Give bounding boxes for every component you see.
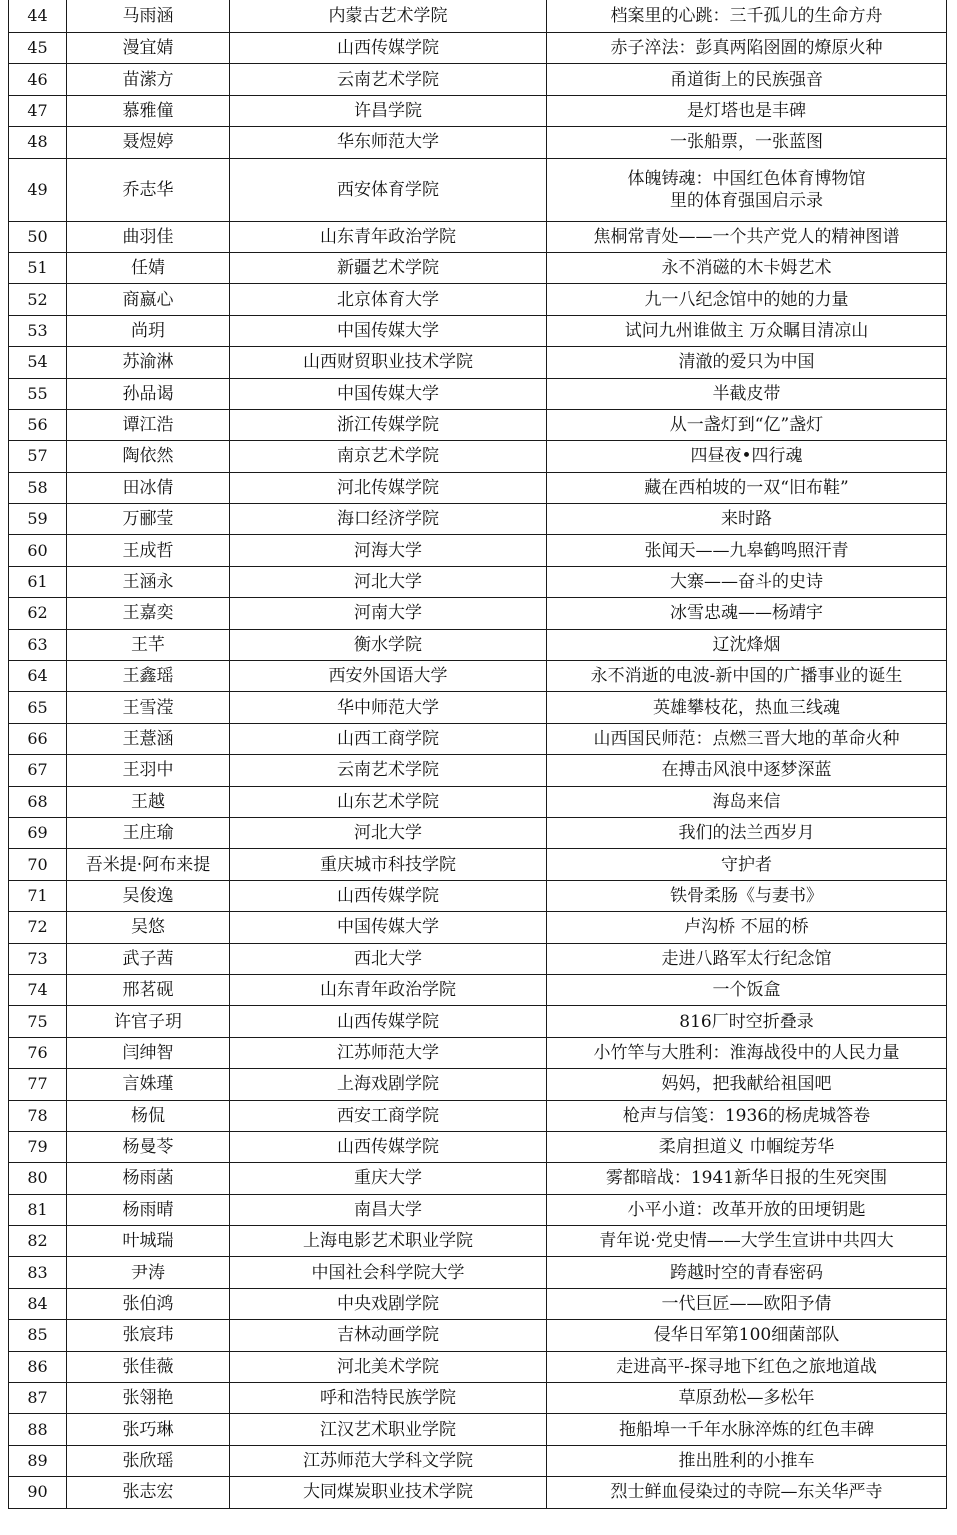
student-name-cell: 王薏涵 (67, 723, 230, 754)
student-name-cell: 任婧 (67, 252, 230, 283)
table-row (9, 849, 947, 880)
student-name-cell: 吴悠 (67, 912, 230, 943)
row-number-cell: 63 (9, 629, 67, 660)
work-title-cell: 清澈的爱只为中国 (547, 347, 947, 378)
student-name-cell: 苗潆方 (67, 64, 230, 95)
school-cell: 北京体育大学 (230, 284, 547, 315)
student-name-cell: 王越 (67, 786, 230, 817)
work-title-cell: 816厂时空折叠录 (547, 1006, 947, 1037)
school-cell: 山西财贸职业技术学院 (230, 347, 547, 378)
table-row (9, 95, 947, 126)
row-number-cell: 79 (9, 1131, 67, 1162)
school-cell: 大同煤炭职业技术学院 (230, 1477, 547, 1508)
student-name-cell: 商嬴心 (67, 284, 230, 315)
student-name-cell: 王雪滢 (67, 692, 230, 723)
row-number-cell: 71 (9, 880, 67, 911)
student-name-cell: 武子茜 (67, 943, 230, 974)
school-cell: 山西传媒学院 (230, 880, 547, 911)
student-name-cell: 王芊 (67, 629, 230, 660)
student-name-cell: 杨曼苓 (67, 1131, 230, 1162)
table-row (9, 943, 947, 974)
row-number-cell: 46 (9, 64, 67, 95)
student-name-cell: 慕雅僮 (67, 95, 230, 126)
table-row (9, 1163, 947, 1194)
school-cell: 吉林动画学院 (230, 1320, 547, 1351)
school-cell: 南昌大学 (230, 1194, 547, 1225)
row-number-cell: 62 (9, 598, 67, 629)
row-number-cell: 88 (9, 1414, 67, 1445)
table-row (9, 1194, 947, 1225)
row-number-cell: 45 (9, 33, 67, 64)
work-title-cell: 辽沈烽烟 (547, 629, 947, 660)
student-name-cell: 张翎艳 (67, 1383, 230, 1414)
table-row (9, 252, 947, 283)
work-title-line: 里的体育强国启示录 (670, 190, 823, 211)
row-number-cell: 83 (9, 1257, 67, 1288)
row-number-cell: 52 (9, 284, 67, 315)
table-row (9, 1288, 947, 1319)
student-name-cell: 张志宏 (67, 1477, 230, 1508)
row-number-cell: 72 (9, 912, 67, 943)
work-title-cell: 赤子淬法：彭真两陷囹圄的燎原火种 (547, 33, 947, 64)
row-number-cell: 89 (9, 1445, 67, 1476)
school-cell: 山西传媒学院 (230, 33, 547, 64)
work-title-cell: 烈士鲜血侵染过的寺院—东关华严寺 (547, 1477, 947, 1508)
student-name-cell: 王嘉奕 (67, 598, 230, 629)
row-number-cell: 82 (9, 1226, 67, 1257)
table-row (9, 1414, 947, 1445)
student-name-cell: 乔志华 (67, 158, 230, 221)
table-row (9, 723, 947, 754)
school-cell: 江苏师范大学 (230, 1037, 547, 1068)
row-number-cell: 77 (9, 1069, 67, 1100)
row-number-cell: 56 (9, 409, 67, 440)
row-number-cell: 86 (9, 1351, 67, 1382)
student-name-cell: 张欣瑶 (67, 1445, 230, 1476)
school-cell: 河北美术学院 (230, 1351, 547, 1382)
student-name-cell: 邢茗砚 (67, 974, 230, 1005)
roster-table (8, 0, 947, 1509)
table-row (9, 504, 947, 535)
work-title-cell: 大寨——奋斗的史诗 (547, 566, 947, 597)
row-number-cell: 84 (9, 1288, 67, 1319)
work-title-line: 体魄铸魂：中国红色体育博物馆 (627, 168, 866, 189)
student-name-cell: 杨侃 (67, 1100, 230, 1131)
work-title-cell: 小竹竿与大胜利：淮海战役中的人民力量 (547, 1037, 947, 1068)
school-cell: 中国社会科学院大学 (230, 1257, 547, 1288)
student-name-cell: 漫宜婧 (67, 33, 230, 64)
student-name-cell: 许官子玥 (67, 1006, 230, 1037)
table-row (9, 912, 947, 943)
school-cell: 河北大学 (230, 566, 547, 597)
work-title-cell: 青年说·党史情——大学生宣讲中共四大 (547, 1226, 947, 1257)
table-row (9, 755, 947, 786)
student-name-cell: 田冰倩 (67, 472, 230, 503)
work-title-cell: 妈妈，把我献给祖国吧 (547, 1069, 947, 1100)
row-number-cell: 59 (9, 504, 67, 535)
table-row (9, 1100, 947, 1131)
school-cell: 山西传媒学院 (230, 1006, 547, 1037)
row-number-cell: 78 (9, 1100, 67, 1131)
school-cell: 重庆大学 (230, 1163, 547, 1194)
work-title-cell: 走进高平-探寻地下红色之旅地道战 (547, 1351, 947, 1382)
roster-table-body (9, 0, 947, 1508)
table-row (9, 1320, 947, 1351)
table-row (9, 1445, 947, 1476)
school-cell: 云南艺术学院 (230, 64, 547, 95)
work-title-cell (547, 158, 947, 221)
row-number-cell: 65 (9, 692, 67, 723)
row-number-cell: 87 (9, 1383, 67, 1414)
school-cell: 山西工商学院 (230, 723, 547, 754)
work-title-cell: 海岛来信 (547, 786, 947, 817)
school-cell: 山东青年政治学院 (230, 974, 547, 1005)
student-name-cell: 吴俊逸 (67, 880, 230, 911)
work-title-cell: 草原劲松—多松年 (547, 1383, 947, 1414)
table-row (9, 1006, 947, 1037)
school-cell: 中国传媒大学 (230, 378, 547, 409)
table-row (9, 1351, 947, 1382)
school-cell: 中央戏剧学院 (230, 1288, 547, 1319)
school-cell: 山东青年政治学院 (230, 221, 547, 252)
table-row (9, 158, 947, 221)
work-title-cell: 我们的法兰西岁月 (547, 817, 947, 848)
work-title-cell: 张闻天——九皋鹤鸣照汗青 (547, 535, 947, 566)
school-cell: 西北大学 (230, 943, 547, 974)
table-row (9, 692, 947, 723)
row-number-cell: 85 (9, 1320, 67, 1351)
table-row (9, 786, 947, 817)
row-number-cell: 70 (9, 849, 67, 880)
row-number-cell: 80 (9, 1163, 67, 1194)
student-name-cell: 张佳薇 (67, 1351, 230, 1382)
table-row (9, 409, 947, 440)
table-row (9, 880, 947, 911)
school-cell: 上海电影艺术职业学院 (230, 1226, 547, 1257)
table-row (9, 1226, 947, 1257)
work-title-cell: 试问九州谁做主 万众瞩目清凉山 (547, 315, 947, 346)
work-title-cell: 档案里的心跳：三千孤儿的生命方舟 (547, 0, 947, 33)
school-cell: 中国传媒大学 (230, 315, 547, 346)
school-cell: 上海戏剧学院 (230, 1069, 547, 1100)
row-number-cell: 49 (9, 158, 67, 221)
row-number-cell: 69 (9, 817, 67, 848)
row-number-cell: 66 (9, 723, 67, 754)
school-cell: 内蒙古艺术学院 (230, 0, 547, 33)
work-title-cell: 九一八纪念馆中的她的力量 (547, 284, 947, 315)
table-row (9, 1037, 947, 1068)
work-title-cell: 半截皮带 (547, 378, 947, 409)
row-number-cell: 61 (9, 566, 67, 597)
row-number-cell: 58 (9, 472, 67, 503)
student-name-cell: 杨雨菡 (67, 1163, 230, 1194)
school-cell: 西安工商学院 (230, 1100, 547, 1131)
table-row (9, 315, 947, 346)
roster-sheet (8, 0, 946, 1509)
work-title-cell: 甬道街上的民族强音 (547, 64, 947, 95)
row-number-cell: 50 (9, 221, 67, 252)
school-cell: 山西传媒学院 (230, 1131, 547, 1162)
table-row (9, 441, 947, 472)
student-name-cell: 王鑫瑶 (67, 661, 230, 692)
school-cell: 山东艺术学院 (230, 786, 547, 817)
work-title-cell: 铁骨柔肠《与妻书》 (547, 880, 947, 911)
row-number-cell: 54 (9, 347, 67, 378)
work-title-cell: 侵华日军第100细菌部队 (547, 1320, 947, 1351)
school-cell: 西安外国语大学 (230, 661, 547, 692)
row-number-cell: 68 (9, 786, 67, 817)
school-cell: 华东师范大学 (230, 127, 547, 158)
table-row (9, 598, 947, 629)
row-number-cell: 60 (9, 535, 67, 566)
table-row (9, 817, 947, 848)
work-title-cell: 一张船票，一张蓝图 (547, 127, 947, 158)
work-title-cell: 从一盏灯到“亿”盏灯 (547, 409, 947, 440)
work-title-cell: 走进八路军太行纪念馆 (547, 943, 947, 974)
work-title-cell: 来时路 (547, 504, 947, 535)
row-number-cell: 55 (9, 378, 67, 409)
work-title-cell: 守护者 (547, 849, 947, 880)
table-row (9, 33, 947, 64)
student-name-cell: 孙品谒 (67, 378, 230, 409)
school-cell: 西安体育学院 (230, 158, 547, 221)
school-cell: 许昌学院 (230, 95, 547, 126)
school-cell: 浙江传媒学院 (230, 409, 547, 440)
row-number-cell: 44 (9, 0, 67, 33)
work-title-cell: 一代巨匠——欧阳予倩 (547, 1288, 947, 1319)
table-row (9, 1383, 947, 1414)
student-name-cell: 聂煜婷 (67, 127, 230, 158)
table-row (9, 566, 947, 597)
school-cell: 河北传媒学院 (230, 472, 547, 503)
student-name-cell: 谭江浩 (67, 409, 230, 440)
table-row (9, 629, 947, 660)
student-name-cell: 尚玥 (67, 315, 230, 346)
school-cell: 河海大学 (230, 535, 547, 566)
row-number-cell: 53 (9, 315, 67, 346)
table-row (9, 284, 947, 315)
student-name-cell: 闫绅智 (67, 1037, 230, 1068)
work-title-cell: 焦桐常青处——一个共产党人的精神图谱 (547, 221, 947, 252)
student-name-cell: 叶城瑞 (67, 1226, 230, 1257)
school-cell: 江苏师范大学科文学院 (230, 1445, 547, 1476)
school-cell: 河北大学 (230, 817, 547, 848)
school-cell: 呼和浩特民族学院 (230, 1383, 547, 1414)
student-name-cell: 曲羽佳 (67, 221, 230, 252)
work-title-cell: 是灯塔也是丰碑 (547, 95, 947, 126)
student-name-cell: 王成哲 (67, 535, 230, 566)
school-cell: 河南大学 (230, 598, 547, 629)
table-row (9, 347, 947, 378)
row-number-cell: 57 (9, 441, 67, 472)
work-title-cell: 四昼夜•四行魂 (547, 441, 947, 472)
work-title-cell: 卢沟桥 不屈的桥 (547, 912, 947, 943)
row-number-cell: 76 (9, 1037, 67, 1068)
table-row (9, 974, 947, 1005)
table-row (9, 535, 947, 566)
student-name-cell: 尹涛 (67, 1257, 230, 1288)
table-row (9, 378, 947, 409)
row-number-cell: 90 (9, 1477, 67, 1508)
student-name-cell: 杨雨晴 (67, 1194, 230, 1225)
table-row (9, 127, 947, 158)
table-row (9, 1477, 947, 1508)
work-title-cell: 一个饭盒 (547, 974, 947, 1005)
student-name-cell: 苏渝淋 (67, 347, 230, 378)
work-title-cell: 拖船埠一千年水脉淬炼的红色丰碑 (547, 1414, 947, 1445)
student-name-cell: 马雨涵 (67, 0, 230, 33)
row-number-cell: 74 (9, 974, 67, 1005)
work-title-cell: 枪声与信笺：1936的杨虎城答卷 (547, 1100, 947, 1131)
row-number-cell: 81 (9, 1194, 67, 1225)
school-cell: 云南艺术学院 (230, 755, 547, 786)
table-row (9, 221, 947, 252)
row-number-cell: 47 (9, 95, 67, 126)
student-name-cell: 王羽中 (67, 755, 230, 786)
school-cell: 海口经济学院 (230, 504, 547, 535)
student-name-cell: 张巧琳 (67, 1414, 230, 1445)
work-title-cell: 雾都暗战：1941新华日报的生死突围 (547, 1163, 947, 1194)
row-number-cell: 51 (9, 252, 67, 283)
school-cell: 华中师范大学 (230, 692, 547, 723)
student-name-cell: 万郦莹 (67, 504, 230, 535)
table-row (9, 661, 947, 692)
work-title-cell: 在搏击风浪中逐梦深蓝 (547, 755, 947, 786)
work-title-cell: 跨越时空的青春密码 (547, 1257, 947, 1288)
table-row (9, 1257, 947, 1288)
student-name-cell: 王涵永 (67, 566, 230, 597)
work-title-cell: 永不消磁的木卡姆艺术 (547, 252, 947, 283)
school-cell: 新疆艺术学院 (230, 252, 547, 283)
student-name-cell: 言姝瑾 (67, 1069, 230, 1100)
student-name-cell: 张伯鸿 (67, 1288, 230, 1319)
work-title-cell: 柔肩担道义 巾帼绽芳华 (547, 1131, 947, 1162)
table-row (9, 1131, 947, 1162)
school-cell: 江汉艺术职业学院 (230, 1414, 547, 1445)
school-cell: 南京艺术学院 (230, 441, 547, 472)
school-cell: 中国传媒大学 (230, 912, 547, 943)
row-number-cell: 75 (9, 1006, 67, 1037)
student-name-cell: 陶依然 (67, 441, 230, 472)
work-title-cell: 推出胜利的小推车 (547, 1445, 947, 1476)
work-title-cell: 藏在西柏坡的一双“旧布鞋” (547, 472, 947, 503)
row-number-cell: 67 (9, 755, 67, 786)
school-cell: 衡水学院 (230, 629, 547, 660)
school-cell: 重庆城市科技学院 (230, 849, 547, 880)
row-number-cell: 48 (9, 127, 67, 158)
row-number-cell: 64 (9, 661, 67, 692)
table-row (9, 472, 947, 503)
work-title-cell: 永不消逝的电波-新中国的广播事业的诞生 (547, 661, 947, 692)
work-title-cell: 山西国民师范：点燃三晋大地的革命火种 (547, 723, 947, 754)
student-name-cell: 张宸玮 (67, 1320, 230, 1351)
work-title-cell: 冰雪忠魂——杨靖宇 (547, 598, 947, 629)
table-row (9, 64, 947, 95)
work-title-cell: 英雄攀枝花，热血三线魂 (547, 692, 947, 723)
student-name-cell: 吾米提·阿布来提 (67, 849, 230, 880)
student-name-cell: 王庄瑜 (67, 817, 230, 848)
row-number-cell: 73 (9, 943, 67, 974)
table-row (9, 1069, 947, 1100)
table-row (9, 0, 947, 33)
work-title-cell: 小平小道：改革开放的田埂钥匙 (547, 1194, 947, 1225)
